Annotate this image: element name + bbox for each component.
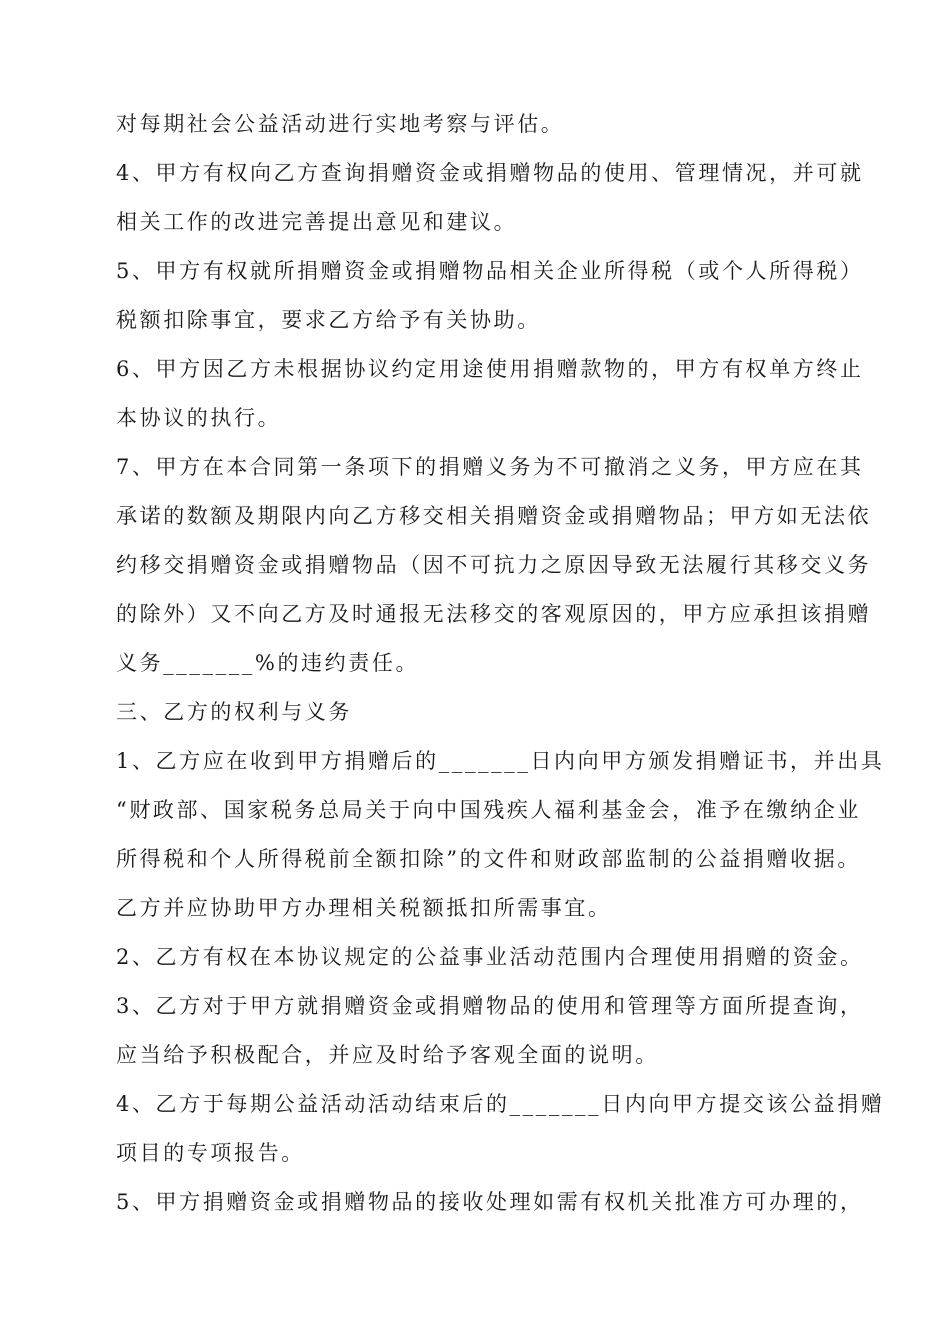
text-line: 2、乙方有权在本协议规定的公益事业活动范围内合理使用捐赠的资金。 [116, 945, 864, 969]
text-line: “财政部、国家税务总局关于向中国残疾人福利基金会，准予在缴纳企业 [116, 798, 861, 822]
text-line: 4、乙方于每期公益活动活动结束后的_______日内向甲方提交该公益捐赠 [116, 1092, 885, 1116]
text-line: 应当给予积极配合，并应及时给予客观全面的说明。 [116, 1043, 659, 1067]
text-line: 5、甲方捐赠资金或捐赠物品的接收处理如需有权机关批准方可办理的， [116, 1190, 864, 1214]
text-line: 1、乙方应在收到甲方捐赠后的_______日内向甲方颁发捐赠证书，并出具 [116, 749, 885, 773]
text-line: 的除外）又不向乙方及时通报无法移交的客观原因的，甲方应承担该捐赠 [116, 602, 872, 626]
text-line: 项目的专项报告。 [116, 1141, 305, 1165]
text-line: 本协议的执行。 [116, 406, 282, 430]
text-line: 4、甲方有权向乙方查询捐赠资金或捐赠物品的使用、管理情况，并可就 [116, 161, 864, 185]
text-line: 乙方并应协助甲方办理相关税额抵扣所需事宜。 [116, 896, 612, 920]
text-line: 6、甲方因乙方未根据协议约定用途使用捐赠款物的，甲方有权单方终止 [116, 357, 864, 381]
text-line: 税额扣除事宜，要求乙方给予有关协助。 [116, 308, 541, 332]
text-line: 约移交捐赠资金或捐赠物品（因不可抗力之原因导致无法履行其移交义务 [116, 553, 872, 577]
text-line: 相关工作的改进完善提出意见和建议。 [116, 210, 518, 234]
text-line: 所得税和个人所得税前全额扣除”的文件和财政部监制的公益捐赠收据。 [116, 847, 861, 871]
text-line: 7、甲方在本合同第一条项下的捐赠义务为不可撤消之义务，甲方应在其 [116, 455, 864, 479]
text-line: 3、乙方对于甲方就捐赠资金或捐赠物品的使用和管理等方面所提查询， [116, 994, 864, 1018]
text-line: 义务_______%的违约责任。 [116, 651, 420, 675]
section-heading: 三、乙方的权利与义务 [116, 700, 352, 724]
text-line: 5、甲方有权就所捐赠资金或捐赠物品相关企业所得税（或个人所得税） [116, 259, 864, 283]
document-body [116, 100, 885, 1227]
text-line: 承诺的数额及期限内向乙方移交相关捐赠资金或捐赠物品；甲方如无法依 [116, 504, 872, 528]
text-line: 对每期社会公益活动进行实地考察与评估。 [116, 112, 565, 136]
